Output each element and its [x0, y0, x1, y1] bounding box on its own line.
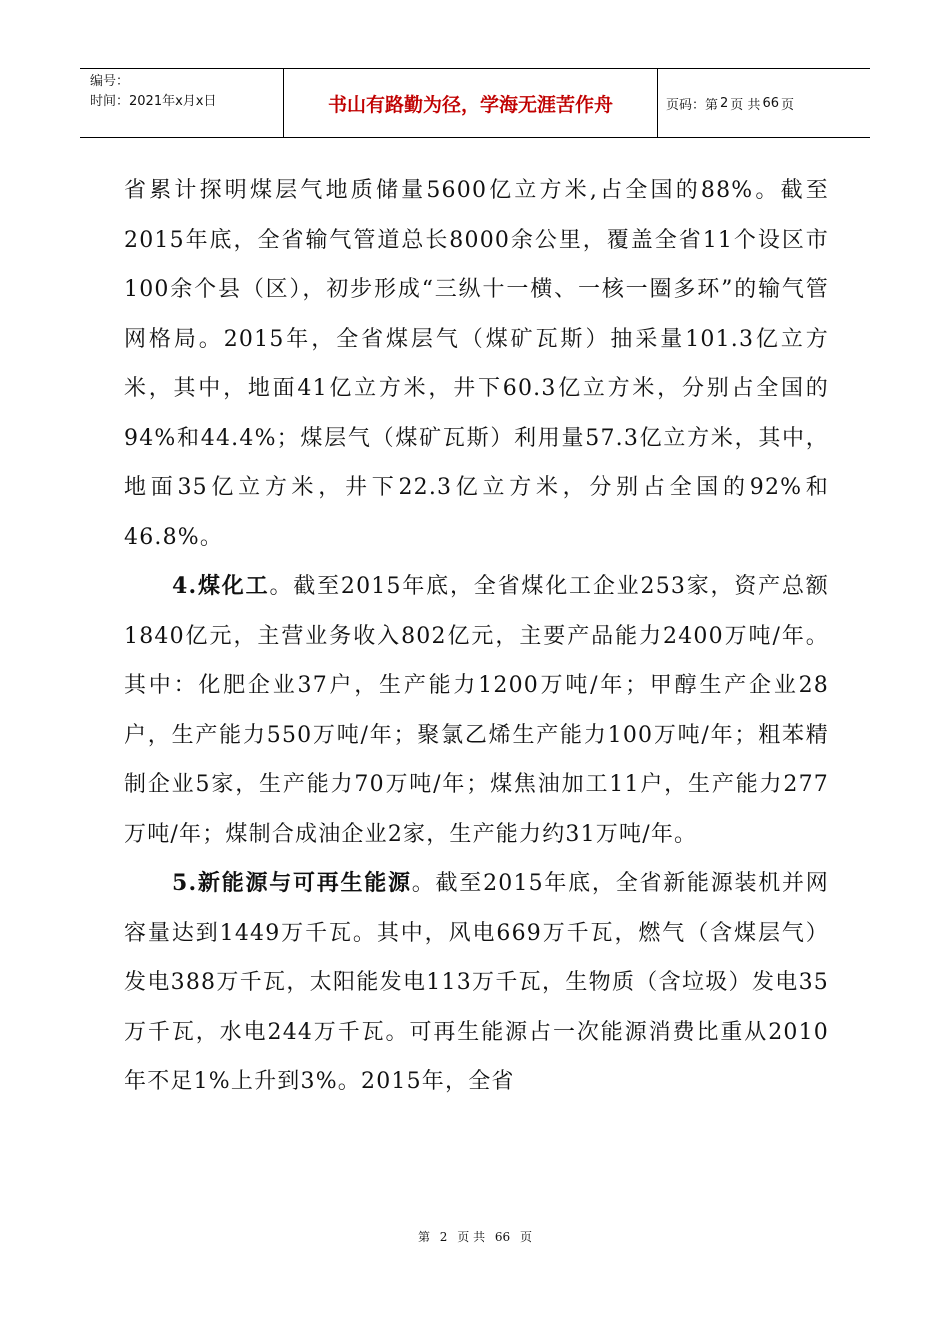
header-page-number: 2	[720, 95, 729, 111]
header-page-info	[658, 69, 870, 137]
section-text-coal-chemical: 。截至2015年底，全省煤化工企业253家，资产总额1840亿元，主营业务收入802亿元，主要产品能力2400万吨/年。其中：化肥企业37户，生产能力1200万吨/年；甲醇生产企业28户，生产能力550万吨/年；聚氯乙烯生产能力100万吨/年；粗苯精制企业5家，生产能力70万吨/年；煤焦油加工11户，生产能力277万吨/年；煤制合成油企业2家，生产能力约31万吨/年。	[124, 574, 830, 847]
header-page-prefix: 页码：第	[666, 97, 719, 113]
paragraph-coal-chemical	[124, 562, 829, 859]
footer-mid: 页 共	[457, 1230, 486, 1244]
doc-date-label: 时间：2021年x月x日	[90, 94, 217, 109]
footer-prefix: 第	[417, 1230, 430, 1244]
footer-page-number: 2	[439, 1230, 448, 1244]
header-page-suffix: 页	[780, 97, 794, 113]
footer-suffix: 页	[520, 1230, 533, 1244]
section-text-new-energy: 。截至2015年底，全省新能源装机并网容量达到1449万千瓦。其中，风电669万千瓦，燃气（含煤层气）发电388万千瓦，太阳能发电113万千瓦，生物质（含垃圾）发电35万千瓦，水电244万千瓦。可再生能源占一次能源消费比重从2010年不足1%上升到3%。2015年，全省	[124, 871, 829, 1094]
header-motto: 书山有路勤为径，学海无涯苦作舟	[283, 69, 658, 137]
header-meta	[80, 69, 283, 137]
document-body	[124, 166, 829, 1107]
page-header	[80, 68, 870, 138]
section-title-coal-chemical: 4.煤化工	[172, 573, 270, 599]
footer-page-total: 66	[494, 1230, 511, 1244]
page-footer	[0, 1228, 950, 1245]
doc-number-label: 编号：	[90, 74, 130, 89]
section-title-new-energy: 5.新能源与可再生能源	[172, 870, 412, 896]
header-page-total: 66	[762, 95, 779, 111]
paragraph-new-energy	[124, 859, 829, 1107]
paragraph-coalbed-methane: 省累计探明煤层气地质储量5600亿立方米,占全国的88%。截至2015年底，全省输气管道总长8000余公里，覆盖全省11个设区市100余个县（区），初步形成“三纵十一横、一核一圈多环”的输气管网格局。2015年，全省煤层气（煤矿瓦斯）抽采量101.3亿立方米，其中，地面41亿立方米，井下60.3亿立方米，分别占全国的94%和44.4%；煤层气（煤矿瓦斯）利用量57.3亿立方米，其中，地面35亿立方米，井下22.3亿立方米，分别占全国的92%和46.8%。	[124, 178, 829, 550]
header-page-mid: 页 共	[730, 97, 761, 113]
